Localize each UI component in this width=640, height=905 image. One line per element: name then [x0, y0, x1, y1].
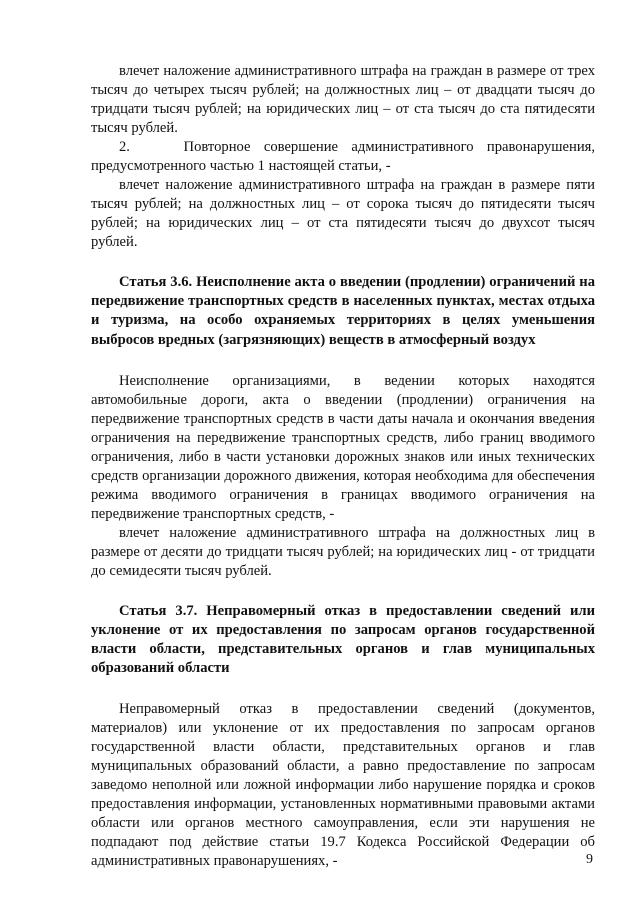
paragraph-repeat-violation: 2. Повторное совершение административного правонарушения, предусмотренного частью 1 настоящей статьи, - — [91, 139, 595, 174]
article-3-6-paragraph-1: Неисполнение организациями, в ведении которых находятся автомобильные дороги, акта о введении (продлении) ограничения на передвижение транспортных средств в части даты начала и окончания введения ограничения на передвижение транспортных средств, либо границ вводимого ограничения, либо в части установки дорожных знаков или иных технических средств организации дорожного движения, которая необходима для обеспечения режима вводимого ограничения в границах вводимого ограничения на передвижение транспортных средств, - — [91, 372, 595, 522]
article-3-7-heading: Статья 3.7. Неправомерный отказ в предоставлении сведений или уклонение от их предоставления по запросам органов государственной власти области, представительных органов и глав муниципальных образований области — [91, 602, 595, 677]
paragraph-fine-part1: влечет наложение административного штрафа на граждан в размере от трех тысяч до четырех тысяч рублей; на должностных лиц – от двадцати тысяч до тридцати тысяч рублей; на юридических лиц – от ста тысяч до ста пятидесяти тысяч рублей. — [91, 63, 595, 136]
article-3-6-paragraph-2: влечет наложение административного штрафа на должностных лиц в размере от десяти до тридцати тысяч рублей; на юридических лиц - от тридцати до семидесяти тысяч рублей. — [91, 524, 595, 579]
article-3-7-paragraph-1: Неправомерный отказ в предоставлении сведений (документов, материалов) или уклонение от их предоставления по запросам органов государственной власти области, представительных органов и глав муниципальных образований области, а равно предоставление по запросам заведомо неполной или ложной информации либо нарушение порядка и сроков предоставления информации, установленных нормативными правовыми актами области или органов местного самоуправления, если эти нарушения не подпадают под действие статьи 19.7 Кодекса Российской Федерации об административных правонарушениях, - — [91, 700, 595, 869]
page-number: 9 — [586, 852, 593, 867]
paragraph-fine-part2: влечет наложение административного штрафа на граждан в размере пяти тысяч рублей; на должностных лиц – от сорока тысяч до пятидесяти тысяч рублей; на юридических лиц – от ста пятидесяти тысяч до двухсот тысяч рублей. — [91, 177, 595, 250]
document-page — [91, 62, 595, 871]
article-3-6-heading: Статья 3.6. Неисполнение акта о введении (продлении) ограничений на передвижение транспортных средств в населенных пунктах, местах отдыха и туризма, на особо охраняемых территориях в целях уменьшения выбросов вредных (загрязняющих) веществ в атмосферный воздух — [91, 274, 595, 348]
